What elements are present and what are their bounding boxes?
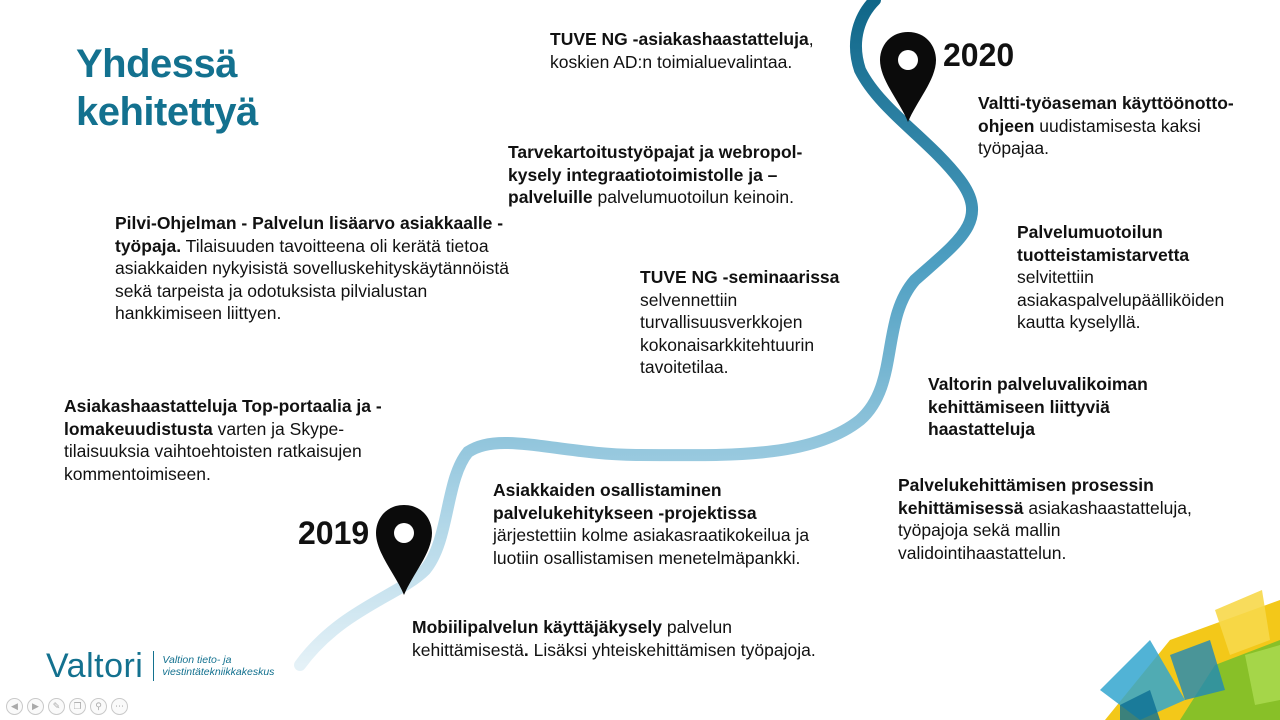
logo-subtitle	[162, 654, 274, 678]
title-line-1: Yhdessä	[76, 42, 238, 86]
item-heading: TUVE NG -seminaarissa	[640, 267, 840, 287]
item-text: palvelun kehittämisestä	[412, 617, 733, 660]
item-text: uudistamisesta kaksi työpajaa.	[978, 115, 1201, 158]
item-heading: Palvelukehittämisen prosessin kehittämisessä	[898, 475, 1154, 518]
next-icon[interactable]: ▶	[27, 698, 44, 715]
item-heading: Palvelumuotoilun tuotteistamistarvetta	[1017, 222, 1190, 265]
prev-icon[interactable]: ◀	[6, 698, 23, 715]
timeline-item-productization	[1017, 221, 1267, 334]
item-text: , koskien AD:n toimialuevalintaa.	[550, 29, 814, 72]
item-text: varten ja Skype-tilaisuuksia vaihtoehtoisten ratkaisujen kommentoimiseen.	[64, 418, 362, 484]
item-heading: Mobiilipalvelun käyttäjäkysely	[412, 617, 662, 637]
timeline-item-top-portal	[64, 395, 414, 485]
item-heading-suffix: .	[523, 639, 529, 660]
copy-icon[interactable]: ❐	[69, 698, 86, 715]
valtori-logo	[46, 646, 274, 686]
year-label-end: 2020	[943, 37, 1015, 73]
page-title	[76, 40, 258, 136]
item-heading: Pilvi-Ohjelman - Palvelun lisäarvo asiakkaalle -työpaja.	[115, 213, 504, 256]
map-pin-2019-icon	[376, 505, 432, 595]
zoom-icon[interactable]: ⚲	[90, 698, 107, 715]
timeline-item-mobile-survey	[412, 616, 832, 661]
item-text: selvennettiin turvallisuusverkkojen kokonaisarkkitehtuurin tavoitetilaa.	[640, 289, 815, 377]
timeline-item-pilvi-workshop	[115, 212, 515, 325]
year-label-start: 2019	[298, 515, 370, 551]
timeline-item-process-development	[898, 474, 1228, 564]
timeline-item-valtti-workshops	[978, 92, 1258, 160]
more-icon[interactable]: ⋯	[111, 698, 128, 715]
item-heading: Asiakashaastatteluja Top-portaalia ja -lomakeuudistusta	[64, 396, 382, 439]
slideshow-toolbar	[6, 698, 128, 715]
item-heading: Valtti-työaseman käyttöönotto-ohjeen	[978, 93, 1234, 136]
item-heading: Asiakkaiden osallistaminen palvelukehitykseen -projektissa	[493, 480, 757, 523]
item-heading: Tarvekartoitustyöpajat ja webropol-kysely integraatiotoimistolle ja – palveluille	[508, 142, 803, 207]
item-text: asiakashaastatteluja, työpajoja sekä mallin validointihaastattelun.	[898, 497, 1192, 563]
pen-icon[interactable]: ✎	[48, 698, 65, 715]
timeline-item-portfolio-interviews	[928, 373, 1198, 441]
item-heading: TUVE NG -asiakashaastatteluja	[550, 29, 809, 49]
decorative-rays-graphic	[1100, 590, 1280, 720]
item-text: selvitettiin asiakaspalvelupäälliköiden kautta kyselyllä.	[1017, 267, 1225, 332]
logo-subtitle-line-1: Valtion tieto- ja	[162, 654, 232, 666]
timeline-item-tuve-interviews	[550, 28, 850, 73]
item-text: Tilaisuuden tavoitteena oli kerätä tietoa asiakkaiden nykyisistä sovelluskehityskäytännöistä sekä tarpeista ja odotuksista pilvialustan hankkimiseen liittyen.	[115, 235, 509, 323]
item-heading: Valtorin palveluvalikoiman kehittämiseen liittyviä haastatteluja	[928, 374, 1148, 439]
timeline-item-customer-engagement	[493, 479, 833, 569]
timeline-item-tuve-seminar	[640, 266, 870, 379]
logo-subtitle-line-2: viestintätekniikkakeskus	[162, 666, 275, 678]
logo-wordmark: Valtori	[46, 646, 144, 685]
logo-divider	[153, 651, 154, 681]
timeline-item-needs-workshops	[508, 141, 853, 209]
item-text: palvelumuotoilun keinoin.	[592, 187, 795, 207]
item-text: järjestettiin kolme asiakasraatikokeilua ja luotiin osallistamisen menetelmäpankki.	[493, 525, 810, 568]
item-text-suffix: Lisäksi yhteiskehittämisen työpajoja.	[528, 639, 816, 660]
title-line-2: kehitettyä	[76, 90, 258, 134]
